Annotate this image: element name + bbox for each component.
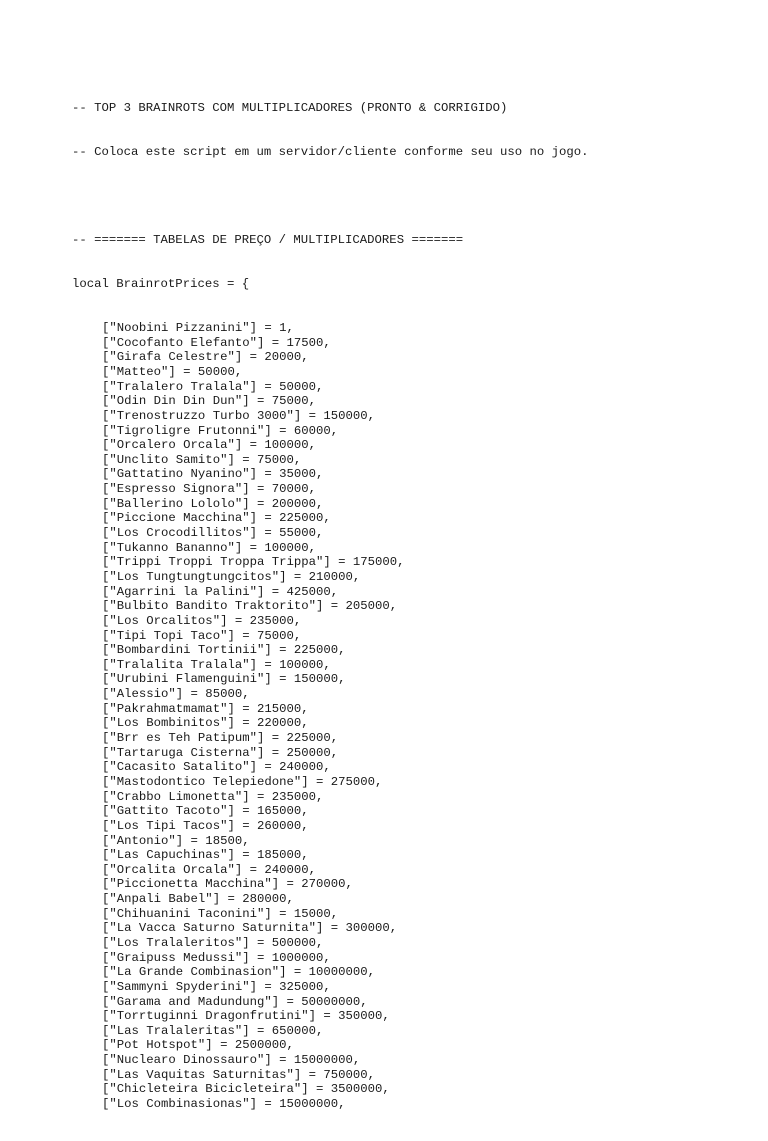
price-entry: ["Tartaruga Cisterna"] = 250000, [102,745,339,760]
price-entry: ["Sammyni Spyderini"] = 325000, [102,979,331,994]
price-entry: ["Odin Din Din Dun"] = 75000, [102,394,317,409]
price-entry: ["La Grande Combinasion"] = 10000000, [102,965,376,980]
price-entry: ["Piccionetta Macchina"] = 270000, [102,877,353,892]
price-entry: ["Torrtuginni Dragonfrutini"] = 350000, [102,1009,390,1024]
price-entry: ["Noobini Pizzanini"] = 1, [102,321,294,336]
price-entry: ["Los Crocodillitos"] = 55000, [102,526,324,541]
table-declaration: local BrainrotPrices = { [72,277,250,292]
price-entry: ["Urubini Flamenguini"] = 150000, [102,672,346,687]
section-comment: -- ======= TABELAS DE PREÇO / MULTIPLICADORES ======= [72,233,464,248]
price-entry: ["Mastodontico Telepiedone"] = 275000, [102,774,383,789]
price-entry: ["Tigroligre Frutonni"] = 60000, [102,423,339,438]
price-entry: ["Alessio"] = 85000, [102,687,250,702]
price-entry: ["Los Orcalitos"] = 235000, [102,613,302,628]
price-entry: ["Graipuss Medussi"] = 1000000, [102,950,331,965]
price-entry: ["Anpali Babel"] = 280000, [102,892,294,907]
price-entry: ["Espresso Signora"] = 70000, [102,482,317,497]
price-entry: ["Cocofanto Elefanto"] = 17500, [102,335,331,350]
price-entry: ["Bulbito Bandito Traktorito"] = 205000, [102,599,398,614]
price-entry: ["Pot Hotspot"] = 2500000, [102,1038,294,1053]
price-entry: ["Los Tungtungtungcitos"] = 210000, [102,569,361,584]
price-entry: ["Unclito Samito"] = 75000, [102,452,302,467]
price-entry: ["Los Tralaleritos"] = 500000, [102,935,324,950]
price-entries [72,321,752,1112]
price-entry: ["Garama and Madundung"] = 50000000, [102,994,368,1009]
price-entry: ["Trenostruzzo Turbo 3000"] = 150000, [102,408,376,423]
price-entry: ["Chihuanini Taconini"] = 15000, [102,906,339,921]
price-entry: ["Tralalero Tralala"] = 50000, [102,379,324,394]
price-entry: ["Trippi Troppi Troppa Trippa"] = 175000, [102,555,405,570]
price-entry: ["Nuclearo Dinossauro"] = 15000000, [102,1053,361,1068]
blank-line [72,189,752,204]
price-entry: ["Tukanno Bananno"] = 100000, [102,540,317,555]
price-entry: ["Gattito Tacoto"] = 165000, [102,804,309,819]
price-entry: ["Piccione Macchina"] = 225000, [102,511,331,526]
price-entry: ["Orcalero Orcala"] = 100000, [102,438,317,453]
price-entry: ["Antonio"] = 18500, [102,833,250,848]
price-entry: ["Las Tralaleritas"] = 650000, [102,1023,324,1038]
price-entry: ["Los Combinasionas"] = 15000000, [102,1097,346,1112]
header-comment-1: -- TOP 3 BRAINROTS COM MULTIPLICADORES (PRONTO & CORRIGIDO) [72,101,508,116]
price-entry: ["Los Bombinitos"] = 220000, [102,716,309,731]
price-entry: ["Ballerino Lololo"] = 200000, [102,496,324,511]
price-entry: ["Los Tipi Tacos"] = 260000, [102,818,309,833]
price-entry: ["Las Capuchinas"] = 185000, [102,848,309,863]
price-entry: ["Agarrini la Palini"] = 425000, [102,584,339,599]
price-entry: ["Crabbo Limonetta"] = 235000, [102,789,324,804]
price-entry: ["Bombardini Tortinii"] = 225000, [102,643,346,658]
header-comment-2: -- Coloca este script em um servidor/cliente conforme seu uso no jogo. [72,145,589,160]
price-entry: ["Las Vaquitas Saturnitas"] = 750000, [102,1067,376,1082]
price-entry: ["Brr es Teh Patipum"] = 225000, [102,731,339,746]
price-entry: ["Tipi Topi Taco"] = 75000, [102,628,302,643]
price-entry: ["Tralalita Tralala"] = 100000, [102,657,331,672]
price-entry: ["Cacasito Satalito"] = 240000, [102,760,331,775]
price-entry: ["Chicleteira Bicicleteira"] = 3500000, [102,1082,390,1097]
price-entry: ["Pakrahmatmamat"] = 215000, [102,701,309,716]
price-entry: ["Matteo"] = 50000, [102,365,243,379]
code-block [72,72,752,1141]
price-entry: ["Gattatino Nyanino"] = 35000, [102,467,324,482]
price-entry: ["Girafa Celestre"] = 20000, [102,350,309,365]
price-entry: ["La Vacca Saturno Saturnita"] = 300000, [102,921,398,936]
price-entry: ["Orcalita Orcala"] = 240000, [102,862,317,877]
